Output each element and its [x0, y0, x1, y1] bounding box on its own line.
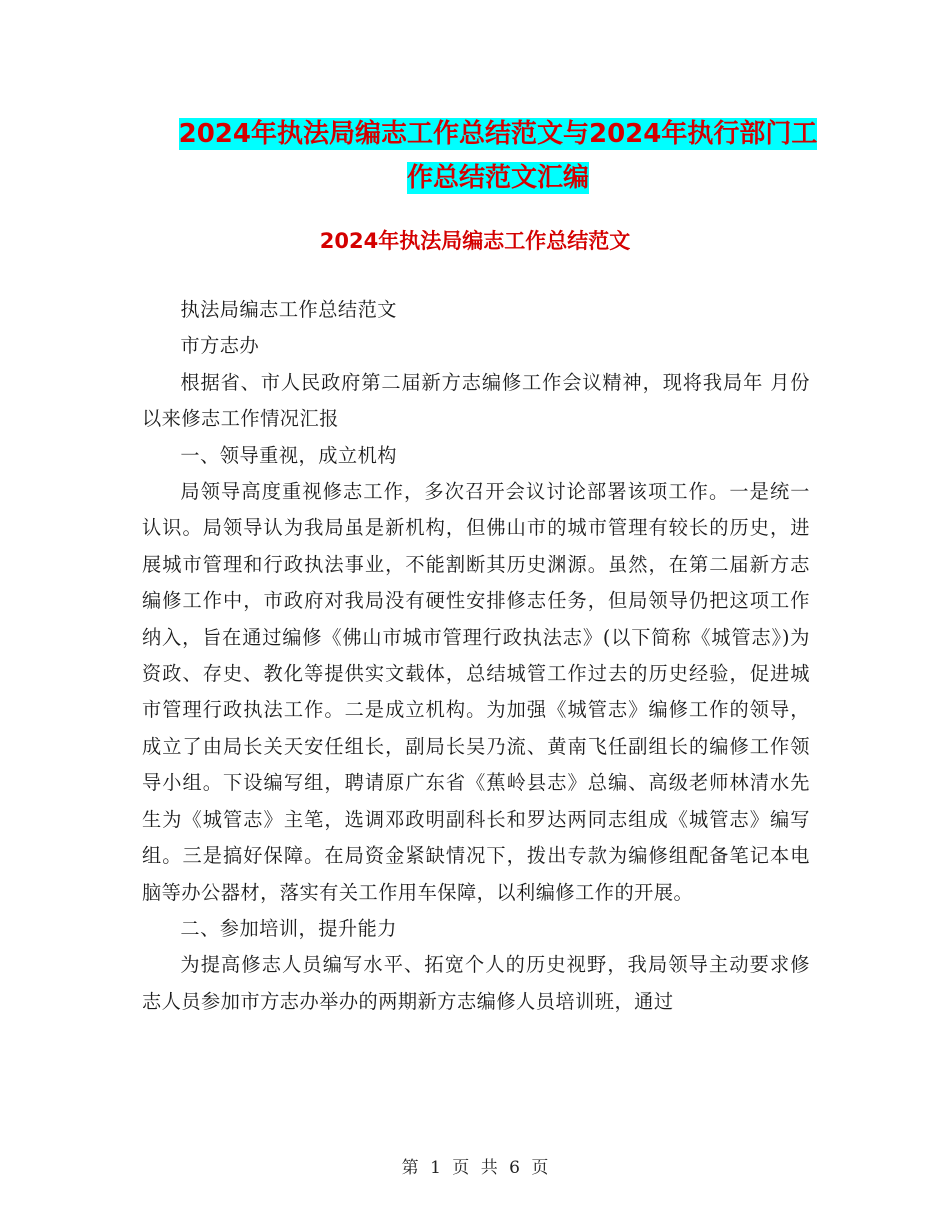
main-title-line-2 — [140, 157, 856, 194]
paragraph: 一、领导重视，成立机构 — [180, 443, 397, 467]
main-title-line-1 — [140, 113, 856, 150]
main-title-line-1-text: 2024年执法局编志工作总结范文与2024年执行部门工 — [178, 119, 818, 149]
paragraph: 根据省、市人民政府第二届新方志编修工作会议精神，现将我局年 月份以来修志工作情况汇报 — [142, 370, 810, 431]
paragraph: 市方志办 — [180, 334, 260, 358]
section-title: 2024年执法局编志工作总结范文 — [319, 229, 631, 253]
paragraph: 执法局编志工作总结范文 — [180, 298, 397, 321]
body-text — [142, 292, 810, 1020]
page-number-footer: 第 1 页 共 6 页 — [401, 1158, 549, 1178]
paragraph: 为提高修志人员编写水平、拓宽个人的历史视野，我局领导主动要求修志人员参加市方志办举办的两期新方志编修人员培训班，通过 — [142, 953, 810, 1013]
paragraph: 局领导高度重视修志工作，多次召开会议讨论部署该项工作。一是统一认识。局领导认为我局虽是新机构，但佛山市的城市管理有较长的历史，进展城市管理和行政执法事业，不能割断其历史渊源。虽然，在第二届新方志编修工作中，市政府对我局没有硬性安排修志任务，但局领导仍把这项工作纳入，旨在通过编修《佛山市城市管理行政执法志》(以下简称《城管志》)为资政、存史、教化等提供实文载体，总结城管工作过去的历史经验，促进城市管理行政执法工作。二是成立机构。为加强《城管志》编修工作的领导，成立了由局长关天安任组长，副局长吴乃流、黄南飞任副组长的编修工作领导小组。下设编写组，聘请原广东省《蕉岭县志》总编、高级老师林清水先生为《城管志》主笔，选调邓政明副科长和罗达两同志组成《城管志》编写组。三是搞好保障。在局资金紧缺情况下，拨出专款为编修组配备笔记本电脑等办公器材，落实有关工作用车保障，以利编修工作的开展。 — [142, 480, 810, 904]
paragraph: 二、参加培训，提升能力 — [180, 916, 397, 940]
main-title-line-2-text: 作总结范文汇编 — [406, 163, 589, 193]
